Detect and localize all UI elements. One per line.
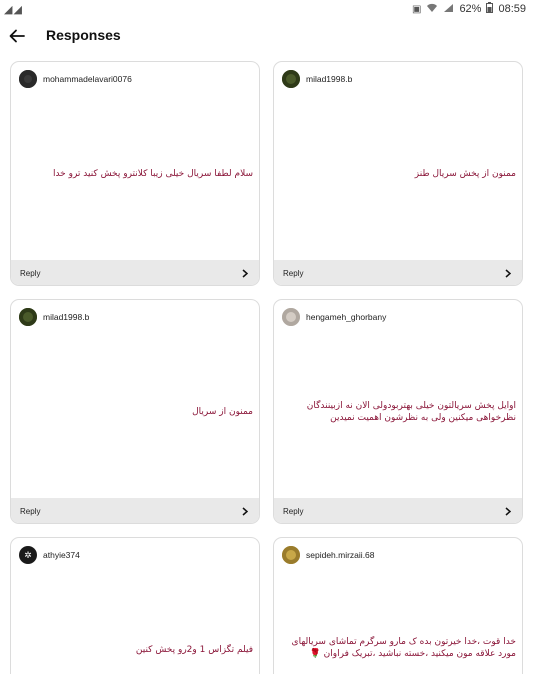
page-title: Responses: [46, 27, 121, 43]
card-header: [19, 546, 80, 564]
username[interactable]: hengameh_ghorbany: [306, 312, 387, 322]
username[interactable]: milad1998.b: [306, 74, 353, 84]
username[interactable]: sepideh.mirzaii.68: [306, 550, 375, 560]
response-card: [273, 61, 523, 286]
reply-bar[interactable]: [274, 498, 522, 524]
response-message: ممنون از پخش سریال طنز: [414, 169, 516, 179]
response-message: فیلم تگزاس 1 و2رو پخش کنین: [135, 645, 253, 655]
reply-label: Reply: [20, 268, 41, 278]
response-message: خدا قوت ،خدا خیرتون بده ک مارو سرگرم تماشای سریالهای مورد علاقه مون میکنید ،خسته نباشید ،تبریک فراوان 🌹: [291, 637, 516, 659]
response-card: [10, 61, 260, 286]
chevron-right-icon: [505, 268, 513, 278]
back-button[interactable]: [6, 24, 28, 48]
response-card: [10, 299, 260, 524]
username[interactable]: athyie374: [43, 550, 80, 560]
reply-bar[interactable]: [274, 260, 522, 286]
card-header: [282, 546, 375, 564]
status-bar: [0, 0, 534, 18]
arrow-left-icon: [9, 29, 25, 43]
response-message: اوایل پخش سریالتون خیلی بهتربودولی الان نه ازبینندگان نظرخواهی میکنین ولی به نظرشون اهمیت نمیدین: [306, 401, 516, 423]
avatar[interactable]: [19, 70, 37, 88]
avatar[interactable]: [282, 70, 300, 88]
chevron-right-icon: [505, 506, 513, 516]
battery-percent: 62%: [459, 3, 482, 15]
card-header: [19, 308, 89, 326]
reply-bar[interactable]: [11, 498, 259, 524]
avatar[interactable]: [282, 308, 300, 326]
username[interactable]: milad1998.b: [43, 312, 90, 322]
status-time: 08:59: [498, 3, 526, 15]
response-message: سلام لطفا سریال خیلی زیبا کلانترو پخش کنید ترو خدا: [52, 169, 253, 179]
username[interactable]: mohammadelavari0076: [43, 74, 132, 84]
card-header: [282, 308, 386, 326]
response-card: [273, 537, 523, 674]
notification-icons: ◢◢: [4, 4, 23, 16]
avatar[interactable]: [19, 308, 37, 326]
reply-label: Reply: [283, 268, 304, 278]
reply-bar[interactable]: [11, 260, 259, 286]
chevron-right-icon: [242, 268, 250, 278]
avatar[interactable]: [282, 546, 300, 564]
alarm-icon: ▣: [411, 3, 422, 15]
header: [0, 22, 534, 52]
battery-icon: [486, 2, 493, 16]
wifi-icon: [426, 3, 438, 16]
avatar[interactable]: ✲: [19, 546, 37, 564]
response-card: [10, 537, 260, 674]
chevron-right-icon: [242, 506, 250, 516]
reply-label: Reply: [283, 506, 304, 516]
card-header: [19, 70, 132, 88]
response-message: ممنون از سریال: [192, 407, 253, 417]
response-card: [273, 299, 523, 524]
status-right: [412, 2, 526, 16]
reply-label: Reply: [20, 506, 41, 516]
card-header: [282, 70, 352, 88]
signal-icon: [443, 3, 454, 16]
